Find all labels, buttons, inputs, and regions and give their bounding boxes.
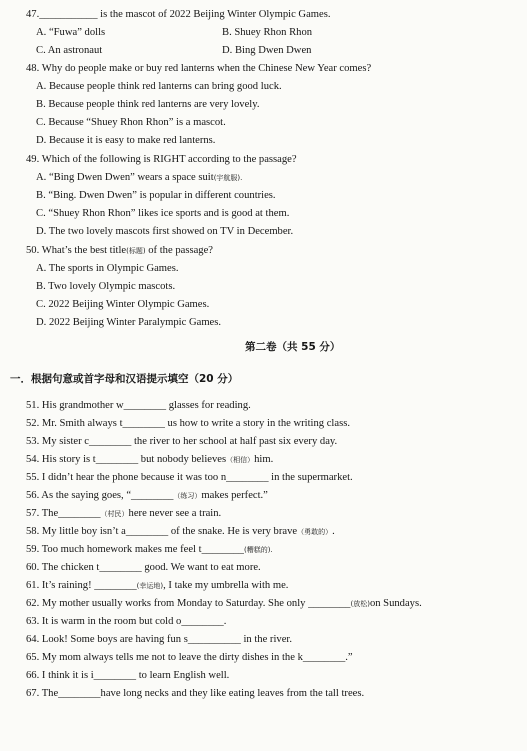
option-50c: C. 2022 Beijing Winter Olympic Games. (36, 299, 210, 310)
question-67: 67. The________have long necks and they like eating leaves from the tall trees. (26, 688, 365, 699)
question-63: 63. It is warm in the room but cold o________. (26, 616, 227, 627)
question-59-note: (糟糕的). (243, 546, 273, 554)
question-58-a: 58. My little boy isn’t a________ of the snake. He is very brave (26, 526, 298, 537)
question-65: 65. My mom always tells me not to leave the dirty dishes in the k________.” (26, 652, 353, 663)
option-47a: A. “Fuwa” dolls (36, 27, 106, 38)
question-53: 53. My sister c________ the river to her school at half past six every day. (26, 436, 338, 447)
option-49c: C. “Shuey Rhon Rhon” likes ice sports and is good at them. (36, 208, 290, 219)
question-61 (26, 579, 288, 593)
option-48c: C. Because “Shuey Rhon Rhon” is a mascot. (36, 117, 226, 128)
option-48a: A. Because people think red lanterns can bring good luck. (36, 81, 282, 92)
question-62-a: 62. My mother usually works from Monday to Saturday. She only ________ (26, 598, 351, 609)
option-49a-note: (宇航服). (213, 174, 243, 182)
question-50-stem-b: of the passage? (145, 245, 213, 256)
question-61-a: 61. It’s raining! ________ (26, 580, 137, 591)
question-56-note: （练习） (173, 492, 202, 500)
option-47b: B. Shuey Rhon Rhon (222, 27, 313, 38)
question-57-note: （村民） (100, 510, 129, 518)
question-62 (26, 597, 422, 611)
question-57-a: 57. The________ (26, 508, 101, 519)
option-50a: A. The sports in Olympic Games. (36, 263, 179, 274)
question-59-a: 59. Too much homework makes me feel t________ (26, 544, 244, 555)
question-56-a: 56. As the saying goes, “________ (26, 490, 174, 501)
question-58-note: （勇敢的） (297, 528, 333, 536)
option-49a (36, 171, 242, 185)
question-66: 66. I think it is i________ to learn English well. (26, 670, 230, 681)
question-54-b: him. (254, 454, 274, 465)
option-47c: C. An astronaut (36, 45, 103, 56)
question-50-stem-a: 50. What’s the best title (26, 245, 127, 256)
question-50-note: (标题) (126, 247, 146, 255)
question-51: 51. His grandmother w________ glasses for reading. (26, 400, 251, 411)
question-55: 55. I didn’t hear the phone because it was too n________ in the supermarket. (26, 472, 353, 483)
question-54-a: 54. His story is t________ but nobody believes (26, 454, 227, 465)
question-50 (26, 244, 213, 258)
question-57-b: here never see a train. (128, 508, 222, 519)
option-48b: B. Because people think red lanterns are very lovely. (36, 99, 260, 110)
part-title: 一．根据句意或首字母和汉语提示填空（20 分） (10, 373, 239, 385)
question-60: 60. The chicken t________ good. We want to eat more. (26, 562, 261, 573)
option-50b: B. Two lovely Olympic mascots. (36, 281, 176, 292)
option-47d: D. Bing Dwen Dwen (222, 45, 312, 56)
question-54 (26, 453, 273, 467)
option-49a-text: A. “Bing Dwen Dwen” wears a space suit (36, 172, 214, 183)
option-49d: D. The two lovely mascots first showed on TV in December. (36, 226, 294, 237)
section-title: 第二卷（共 55 分） (245, 341, 341, 353)
question-47: 47.___________ is the mascot of 2022 Beijing Winter Olympic Games. (26, 9, 331, 20)
option-48d: D. Because it is easy to make red lanterns. (36, 135, 216, 146)
question-61-b: , I take my umbrella with me. (163, 580, 289, 591)
question-59 (26, 543, 273, 557)
question-49: 49. Which of the following is RIGHT according to the passage? (26, 154, 297, 165)
question-64: 64. Look! Some boys are having fun s__________ in the river. (26, 634, 292, 645)
question-62-note: (放松) (350, 600, 370, 608)
question-54-note: （相信） (226, 456, 255, 464)
question-62-b: on Sundays. (369, 598, 422, 609)
question-56-b: makes perfect.” (201, 490, 268, 501)
question-61-note: (幸运地) (136, 582, 164, 590)
question-58 (26, 525, 335, 539)
question-48: 48. Why do people make or buy red lanterns when the Chinese New Year comes? (26, 63, 372, 74)
option-49b: B. “Bing. Dwen Dwen” is popular in different countries. (36, 190, 276, 201)
question-57 (26, 507, 221, 521)
question-56 (26, 489, 268, 503)
question-52: 52. Mr. Smith always t________ us how to write a story in the writing class. (26, 418, 350, 429)
question-58-b: . (332, 526, 335, 537)
option-50d: D. 2022 Beijing Winter Paralympic Games. (36, 317, 222, 328)
